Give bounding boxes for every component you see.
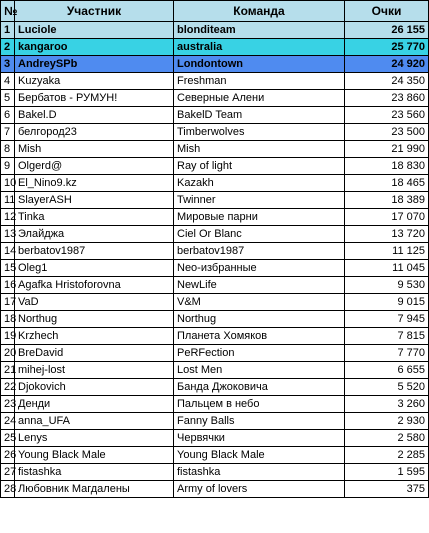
player-cell: белгород23 [15,124,174,141]
player-cell: Northug [15,311,174,328]
team-cell: fistashka [174,464,345,481]
table-row [1,294,429,311]
player-cell: Элайджа [15,226,174,243]
table-row [1,379,429,396]
team-cell: Банда Джоковича [174,379,345,396]
player-cell: Young Black Male [15,447,174,464]
rank-cell: 10 [1,175,15,192]
score-cell: 21 990 [345,141,429,158]
player-cell: Kuzyaka [15,73,174,90]
player-cell: fistashka [15,464,174,481]
rank-cell: 15 [1,260,15,277]
rank-cell: 9 [1,158,15,175]
team-cell: BakelD Team [174,107,345,124]
table-row [1,175,429,192]
score-cell: 23 500 [345,124,429,141]
score-cell: 26 155 [345,22,429,39]
team-cell: Червячки [174,430,345,447]
rank-cell: 4 [1,73,15,90]
score-cell: 7 770 [345,345,429,362]
team-cell: Army of lovers [174,481,345,498]
team-cell: Young Black Male [174,447,345,464]
team-cell: berbatov1987 [174,243,345,260]
rank-cell: 17 [1,294,15,311]
team-cell: PeRFection [174,345,345,362]
table-row [1,396,429,413]
team-cell: Kazakh [174,175,345,192]
score-cell: 3 260 [345,396,429,413]
player-cell: Lenys [15,430,174,447]
table-row [1,22,429,39]
score-cell: 6 655 [345,362,429,379]
score-cell: 5 520 [345,379,429,396]
score-cell: 13 720 [345,226,429,243]
rank-cell: 20 [1,345,15,362]
table-row [1,413,429,430]
rank-cell: 14 [1,243,15,260]
table-row [1,39,429,56]
player-cell: Luciole [15,22,174,39]
team-cell: Fanny Balls [174,413,345,430]
rank-cell: 26 [1,447,15,464]
table-row [1,260,429,277]
score-cell: 18 830 [345,158,429,175]
header-row [1,1,429,22]
score-cell: 7 945 [345,311,429,328]
team-cell: Londontown [174,56,345,73]
player-cell: kangaroo [15,39,174,56]
table-row [1,362,429,379]
rank-cell: 11 [1,192,15,209]
team-cell: Freshman [174,73,345,90]
score-cell: 24 920 [345,56,429,73]
score-cell: 23 560 [345,107,429,124]
player-cell: anna_UFA [15,413,174,430]
rank-cell: 5 [1,90,15,107]
player-cell: mihej-lost [15,362,174,379]
score-cell: 375 [345,481,429,498]
player-cell: Любовник Магдалены [15,481,174,498]
score-cell: 11 125 [345,243,429,260]
leaderboard-header [1,1,429,22]
score-cell: 9 530 [345,277,429,294]
table-row [1,481,429,498]
team-cell: Neo-избранные [174,260,345,277]
table-row [1,311,429,328]
rank-cell: 23 [1,396,15,413]
rank-cell: 28 [1,481,15,498]
team-cell: Lost Men [174,362,345,379]
player-cell: Krzhech [15,328,174,345]
rank-cell: 3 [1,56,15,73]
player-cell: SlayerASH [15,192,174,209]
player-cell: BreDavid [15,345,174,362]
team-cell: australia [174,39,345,56]
rank-cell: 7 [1,124,15,141]
table-row [1,226,429,243]
team-cell: Ciel Or Blanc [174,226,345,243]
score-cell: 18 389 [345,192,429,209]
rank-cell: 12 [1,209,15,226]
table-row [1,107,429,124]
player-cell: Olgerd@ [15,158,174,175]
rank-cell: 8 [1,141,15,158]
player-cell: Agafka Hristoforovna [15,277,174,294]
rank-cell: 1 [1,22,15,39]
team-cell: Ray of light [174,158,345,175]
rank-cell: 24 [1,413,15,430]
team-cell: Twinner [174,192,345,209]
team-cell: Мировые парни [174,209,345,226]
score-cell: 23 860 [345,90,429,107]
score-cell: 18 465 [345,175,429,192]
team-cell: blonditeam [174,22,345,39]
player-cell: Bakel.D [15,107,174,124]
score-cell: 1 595 [345,464,429,481]
score-cell: 7 815 [345,328,429,345]
score-cell: 11 045 [345,260,429,277]
team-cell: Северные Алени [174,90,345,107]
header-player: Участник [15,1,174,22]
table-row [1,328,429,345]
table-row [1,158,429,175]
table-row [1,277,429,294]
table-row [1,73,429,90]
player-cell: El_Nino9.kz [15,175,174,192]
player-cell: AndreySPb [15,56,174,73]
score-cell: 9 015 [345,294,429,311]
score-cell: 2 930 [345,413,429,430]
table-row [1,243,429,260]
team-cell: Планета Хомяков [174,328,345,345]
table-row [1,464,429,481]
score-cell: 17 070 [345,209,429,226]
player-cell: Djokovich [15,379,174,396]
player-cell: Mish [15,141,174,158]
team-cell: Timberwolves [174,124,345,141]
score-cell: 2 580 [345,430,429,447]
player-cell: Tinka [15,209,174,226]
table-row [1,141,429,158]
team-cell: NewLife [174,277,345,294]
score-cell: 2 285 [345,447,429,464]
player-cell: Денди [15,396,174,413]
rank-cell: 13 [1,226,15,243]
team-cell: Mish [174,141,345,158]
table-row [1,56,429,73]
rank-cell: 21 [1,362,15,379]
rank-cell: 19 [1,328,15,345]
table-row [1,209,429,226]
table-row [1,124,429,141]
player-cell: VaD [15,294,174,311]
table-row [1,192,429,209]
team-cell: V&M [174,294,345,311]
player-cell: berbatov1987 [15,243,174,260]
player-cell: Бербатов - РУМУН! [15,90,174,107]
header-team: Команда [174,1,345,22]
leaderboard-body [1,22,429,498]
player-cell: Oleg1 [15,260,174,277]
header-score: Очки [345,1,429,22]
rank-cell: 2 [1,39,15,56]
team-cell: Northug [174,311,345,328]
table-row [1,430,429,447]
score-cell: 25 770 [345,39,429,56]
rank-cell: 25 [1,430,15,447]
rank-cell: 16 [1,277,15,294]
score-cell: 24 350 [345,73,429,90]
rank-cell: 22 [1,379,15,396]
table-row [1,447,429,464]
table-row [1,345,429,362]
header-num: № [1,1,15,22]
team-cell: Пальцем в небо [174,396,345,413]
table-row [1,90,429,107]
rank-cell: 6 [1,107,15,124]
rank-cell: 18 [1,311,15,328]
rank-cell: 27 [1,464,15,481]
